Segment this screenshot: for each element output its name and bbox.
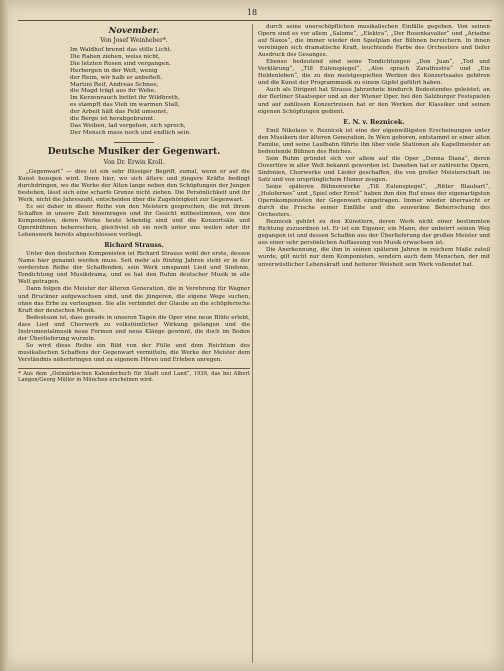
article-paragraph: Bedeutsam ist, dass gerade in unseren Tagen die Oper eine neue Blüte erlebt, dass Lied und Chorwerk zu volkstümlicher Wirkung gelangen und die Instrumentalmusik neue Formen und neue Klänge gewinnt, die doch im Boden der Überlieferung wurzeln. (18, 314, 250, 342)
footnote (18, 368, 250, 384)
footnote-text: * Aus dem „Ostmärkischen Kalenderbuch für Stadt und Land“, 1939, das bei Albert Langen/Georg Müller in München erscheinen wird. (18, 371, 250, 384)
article-paragraph: Es sei daher in dieser Reihe von den Meistern gesprochen, die mit ihrem Schaffen in unsere Zeit hineinragen und ihr Gesicht mitbestimmen, von den Komponisten, deren Werke heute lebendig sind und die Konzertsäle und Opernbühnen beherrschen, gleichviel ob sie noch unter uns weilen oder ihr Lebenswerk bereits abgeschlossen vorliegt. (18, 204, 250, 239)
article-paragraph: Ebenso bedeutend sind seine Tondichtungen „Don Juan“, „Tod und Verklärung“, „Till Eulenspiegel“, „Also sprach Zarathustra“ und „Ein Heldenleben“, die zu den meistgespielten Werken des Konzertsaales gehören und die Kunst der Programmusik zu einem Gipfel geführt haben. (258, 59, 490, 87)
article-paragraph: Die Anerkennung, die ihm in seinen späteren Jahren in reichem Maße zuteil wurde, gilt nicht nur dem Komponisten, sondern auch dem Menschen, der mit unverwüstlicher Lebenskraft und heiterer Weisheit sein Werk vollendet hat. (258, 247, 490, 268)
article-paragraph: So wird diese Reihe ein Bild von der Fülle und dem Reichtum des musikalischen Schaffens der Gegenwart vermitteln, die Werke der Meister dem Verständnis näherbringen und zu eigenem Hören und Erleben anregen. (18, 342, 250, 363)
article-paragraph: Seine späteren Bühnenwerke „Till Eulenspiegel“, „Ritter Blaubart“, „Holofernes“ und „Spiel oder Ernst“ haben ihm den Ruf eines der eigenartigsten Opernkomponisten der Gegenwart eingetragen. Immer wieder überrascht er durch die Frische seiner Einfälle und die souveräne Beherrschung des Orchesters. (258, 183, 490, 219)
page-gutter (0, 0, 8, 671)
poem-line: Das Weiben, lad vergehen, sich sprech, (70, 122, 186, 129)
poem-author: Von Josef Weinheber*. (100, 37, 168, 44)
poem-line: Im Waldhof brennt das stille Licht. (70, 47, 172, 53)
poem-line: Martini Reif, Andreas Schnee, (70, 81, 159, 88)
poem-line: Herbergen in der Welt, wenig (70, 67, 158, 74)
poem-line: der Reim, wir halb er anbefielt. (70, 74, 163, 81)
column-divider (252, 24, 253, 663)
section-separator (114, 142, 154, 143)
article-paragraph: Reznicek gehört zu den Künstlern, deren Werk nicht einer bestimmten Richtung zuzuordnen ist. Er ist ein Eigener, ein Mann, der unbeirrt seinen Weg gegangen ist und dessen Schaffen aus der Überlieferung der großen Meister und aus einer sehr persönlichen Auffassung von Musik erwachsen ist. (258, 219, 490, 247)
article-paragraph: durch seine unerschöpflichen musikalischen Einfälle gegeben. Von seinen Opern sind es vor allem „Salome“, „Elektra“, „Der Rosenkavalier“ und „Ariadne auf Naxos“, die immer wieder den Spielplan der Bühnen bereichern. In ihnen vereinigen sich dramatische Kraft, leuchtende Farbe des Orchesters und tiefer Ausdruck des Gesanges. (258, 24, 490, 59)
poem-line: es stampft das Vieh im warmen Stall, (70, 102, 180, 109)
article-paragraph: „Gegenwart“ — dies ist ein sehr flüssiger Begriff, zumal, wenn er auf die Kunst bezogen wird. Denn hier, wo sich ältere und jüngere Kräfte bedingt durchdringen, wo die Werke der Alten lange neben den Schöpfungen der Jungen bestehen, lässt sich eine scharfe Grenze nicht ziehen. Die Persönlichkeit und ihr Werk, nicht die Jahreszahl, entscheiden über die Zugehörigkeit zur Gegenwart. (18, 168, 250, 203)
article-paragraph: Sein Ruhm gründet sich vor allem auf die Oper „Donna Diana“, deren Ouvertüre in aller Welt bekannt geworden ist. Daneben hat er zahlreiche Opern, Sinfonien, Chorwerke und Lieder geschaffen, die von großer Meisterschaft im Satz und von ursprünglichem Humor zeugen. (258, 155, 490, 183)
article-title: Deutsche Musiker der Gegenwart. (47, 146, 221, 157)
poem-line: Im Kerzenrauch bettet ihr Wildbreth, (70, 95, 180, 102)
header-rule (18, 20, 492, 21)
poem-line: die Magd trägt aus ihr Wehe. (70, 88, 157, 95)
article-paragraph: Emil Nikolaus v. Reznicek ist eine der eigenwilligsten Erscheinungen unter den Musikern der älteren Generation. In Wien geboren, entstammt er einer alten Familie, und seine Laufbahn führte ihn über viele Stationen als Kapellmeister an bedeutende Bühnen des Reiches. (258, 127, 490, 155)
section-heading-reznicek: E. N. v. Reznicek. (343, 117, 405, 126)
article-paragraph: Auch als Dirigent hat Strauss Jahrzehnte hindurch Bedeutendes geleistet; an der Berliner Staatsoper und an der Wiener Oper, bei den Salzburger Festspielen und auf zahllosen Konzertreisen hat er den Werken der Klassiker und seinen eigenen Schöpfungen gedient. (258, 87, 490, 115)
article-paragraph: Dann folgen die Meister der älteren Generation, die in Verehrung für Wagner und Bruckner aufgewachsen sind, und die jüngeren, die eigene Wege suchen, ohne das Erbe zu verleugnen. Sie alle verbindet der Glaube an die schöpferische Kraft der deutschen Musik. (18, 286, 250, 314)
poem-title: November. (108, 26, 160, 36)
poem-body (18, 47, 250, 137)
article-paragraph: Unter den deutschen Komponisten ist Richard Strauss wohl der erste, dessen Name hier genannt werden muss. Seit mehr als fünfzig Jahren steht er in der vordersten Reihe der Schaffenden; sein Werk umspannt Lied und Sinfonie, Tondichtung und Musikdrama, und es hat den Ruhm deutscher Musik in alle Welt getragen. (18, 251, 250, 286)
page-number: 18 (246, 8, 258, 17)
poem-line: der Arbeit hält das Feld umsonst, (70, 109, 169, 116)
poem-line: Die letzten Rosen sind vergangen. (70, 60, 171, 67)
poem-line: die Berge ist herabgebrannt. (70, 116, 156, 123)
right-column (258, 24, 490, 665)
poem-line: Die Raben ziehen, weiss nicht, (70, 53, 161, 60)
article-author: Von Dr. Erwin Kroll. (103, 158, 165, 166)
left-column (18, 24, 250, 665)
section-heading-strauss: Richard Strauss. (104, 241, 164, 250)
poem-line: Der Mensch muss noch und endlich sein. (70, 129, 191, 136)
